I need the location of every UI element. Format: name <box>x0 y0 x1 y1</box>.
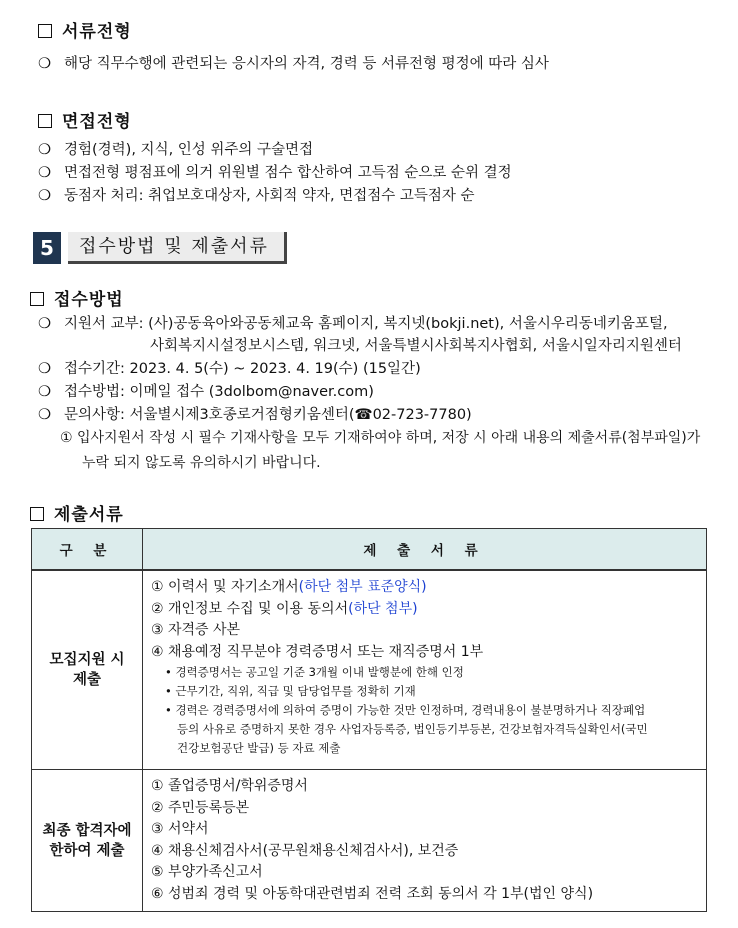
row-documents-final <box>143 770 707 912</box>
note-line-continued: 누락 되지 않도록 유의하시기 바랍니다. <box>82 455 321 471</box>
submission-documents-table <box>31 528 707 912</box>
text-line: ❍ 해당 직무수행에 관련되는 응시자의 자격, 경력 등 서류전형 평정에 따라 심사 <box>38 56 549 72</box>
row-documents-application <box>143 570 707 770</box>
checkbox-square-icon <box>30 507 44 521</box>
table-row <box>32 570 707 770</box>
sub-item-continued: 건강보험공단 발급) 등 자료 제출 <box>177 741 341 755</box>
section-title-box: 접수방법 및 제출서류 <box>68 232 287 264</box>
list-item: ② 개인정보 수집 및 이용 동의서(하단 첨부) <box>151 600 418 617</box>
sub-item-continued: 등의 사유로 증명하지 못한 경우 사업자등록증, 법인등기부등본, 건강보험자격득실확인서(국민 <box>177 722 648 736</box>
list-item: ⑥ 성범죄 경력 및 아동학대관련범죄 전력 조회 동의서 각 1부(법인 양식) <box>151 885 594 902</box>
section-heading-document-screening: 서류전형 <box>38 17 132 42</box>
text-line: ❍ 동점자 처리: 취업보호대상자, 사회적 약자, 면접점수 고득점자 순 <box>38 188 475 204</box>
section-heading-interview: 면접전형 <box>38 107 132 132</box>
section-heading-submission-documents: 제출서류 <box>30 500 124 525</box>
list-item: ③ 서약서 <box>151 821 209 837</box>
row-label-final: 최종 합격자에 한하여 제출 <box>32 770 143 912</box>
text-line: ❍ 면접전형 평점표에 의거 위원별 점수 합산하여 고득점 순으로 순위 결정 <box>38 165 512 181</box>
sub-item: • 경력증명서는 공고일 기준 3개월 이내 발행분에 한해 인정 <box>165 665 464 679</box>
list-item: ① 졸업증명서/학위증명서 <box>151 778 308 794</box>
circle-bullet-icon: ❍ <box>38 142 51 158</box>
circle-bullet-icon: ❍ <box>38 361 51 377</box>
text-line: ❍ 지원서 교부: (사)공동육아와공동체교육 홈페이지, 복지넷(bokji.net), 서울시우리동네키움포털, <box>38 316 668 332</box>
list-item: ③ 자격증 사본 <box>151 622 241 638</box>
text-line: ❍ 접수기간: 2023. 4. 5(수) ~ 2023. 4. 19(수) (15일간) <box>38 361 421 377</box>
header-documents: 제 출 서 류 <box>143 529 707 571</box>
checkbox-square-icon <box>30 292 44 306</box>
text-line: ❍ 경험(경력), 지식, 인성 위주의 구술면접 <box>38 142 314 158</box>
sub-item: • 경력은 경력증명서에 의하여 증명이 가능한 것만 인정하며, 경력내용이 불분명하거나 직장폐업 <box>165 703 646 717</box>
section-number-badge: 5 <box>33 232 61 264</box>
note-line: ① 입사지원서 작성 시 필수 기재사항을 모두 기재하여야 하며, 저장 시 아래 내용의 제출서류(첨부파일)가 <box>60 430 701 446</box>
checkbox-square-icon <box>38 114 52 128</box>
section-heading-application-method: 접수방법 <box>30 285 124 310</box>
header-category: 구 분 <box>32 529 143 571</box>
list-item: ④ 채용신체검사서(공무원채용신체검사서), 보건증 <box>151 842 459 859</box>
list-item: ⑤ 부양가족신고서 <box>151 864 263 880</box>
table-row <box>32 770 707 912</box>
list-item: ② 주민등록등본 <box>151 799 250 816</box>
circle-bullet-icon: ❍ <box>38 407 51 423</box>
circle-bullet-icon: ❍ <box>38 316 51 332</box>
circle-bullet-icon: ❍ <box>38 188 51 204</box>
table-header-row <box>32 529 707 571</box>
circle-bullet-icon: ❍ <box>38 56 51 72</box>
list-item: ① 이력서 및 자기소개서(하단 첨부 표준양식) <box>151 579 427 595</box>
circle-bullet-icon: ❍ <box>38 384 51 400</box>
circle-bullet-icon: ❍ <box>38 165 51 181</box>
text-line: ❍ 접수방법: 이메일 접수 (3dolbom@naver.com) <box>38 384 374 400</box>
text-line-continued: 사회복지시설정보시스템, 워크넷, 서울특별시사회복지사협회, 서울시일자리지원센터 <box>150 338 682 354</box>
checkbox-square-icon <box>38 24 52 38</box>
row-label-application: 모집지원 시 제출 <box>32 570 143 770</box>
sub-item: • 근무기간, 직위, 직급 및 담당업무를 정확히 기재 <box>165 684 416 698</box>
list-item: ④ 채용예정 직무분야 경력증명서 또는 재직증명서 1부 <box>151 643 484 660</box>
text-line: ❍ 문의사항: 서울별시제3호종로거점형키움센터(☎02-723-7780) <box>38 407 472 423</box>
